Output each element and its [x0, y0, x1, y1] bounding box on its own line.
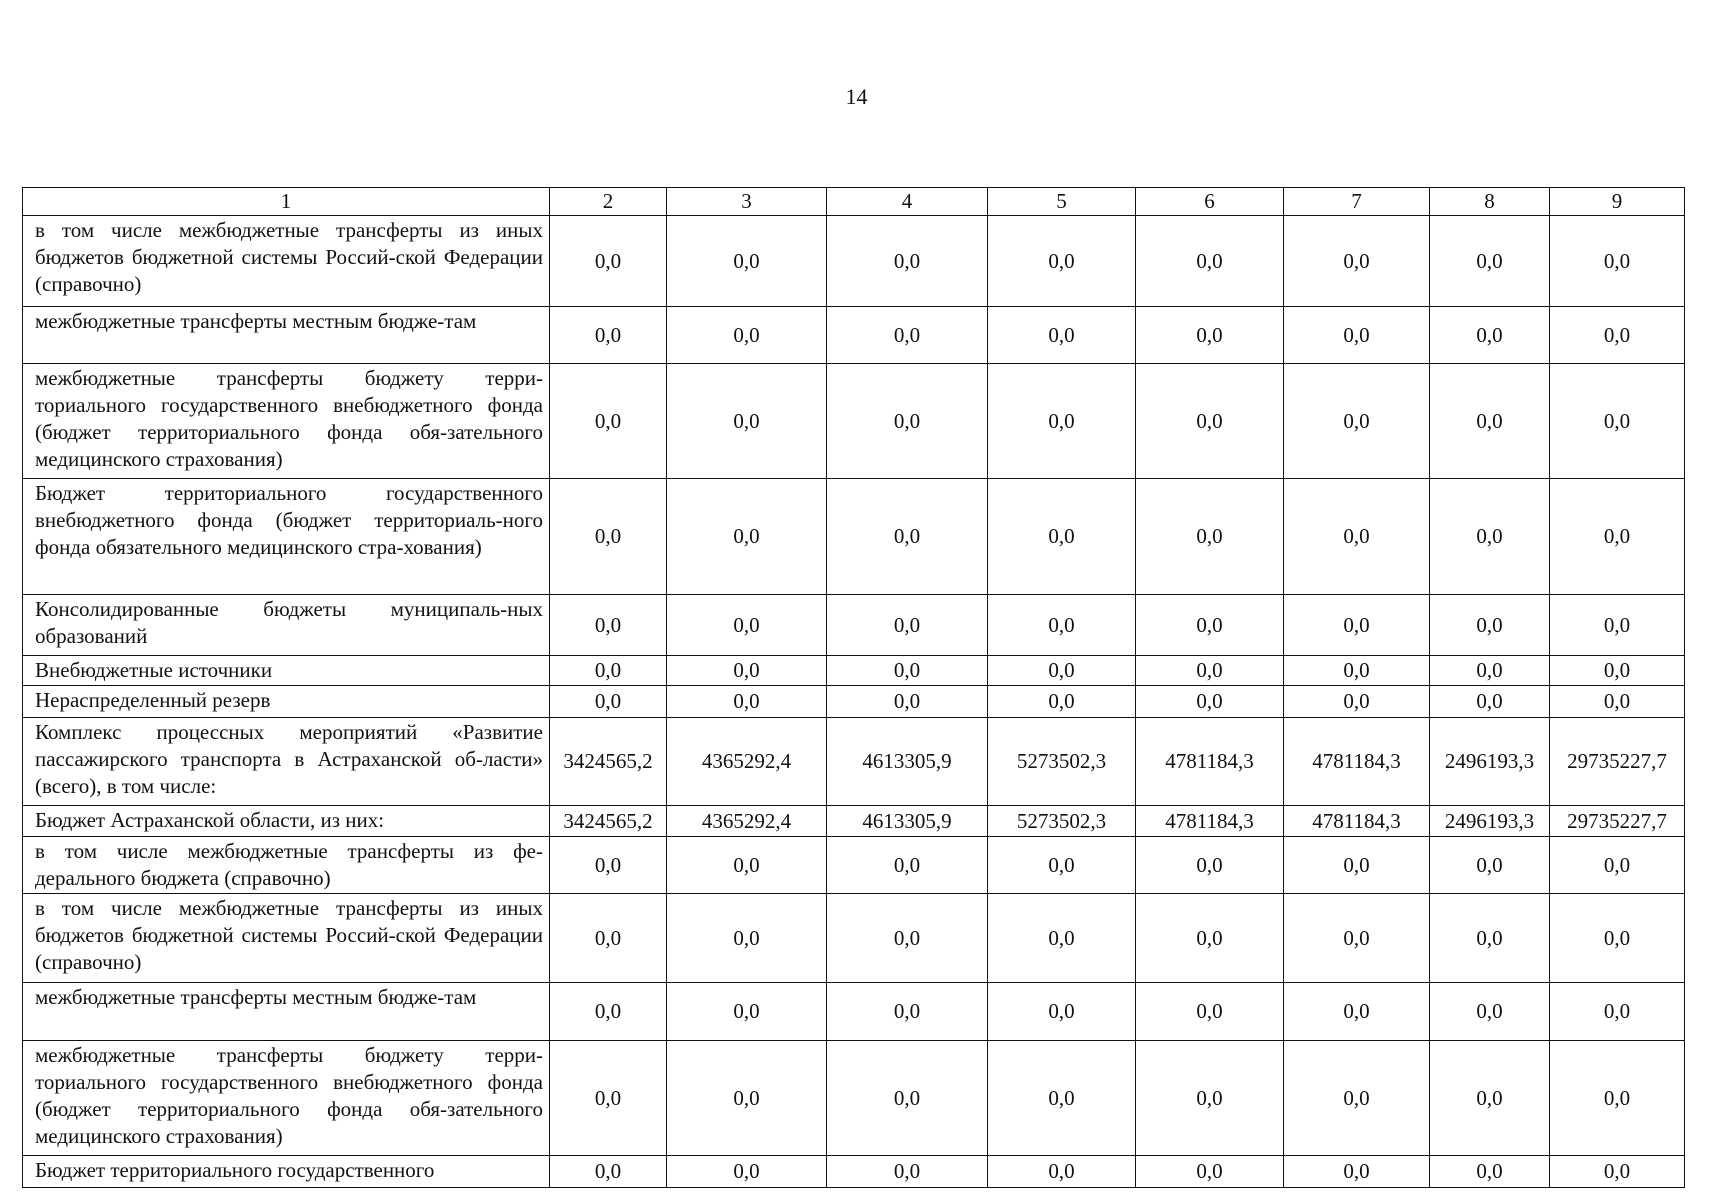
value-cell: 0,0 — [1430, 983, 1550, 1041]
value-cell: 0,0 — [988, 894, 1136, 983]
value-cell: 0,0 — [1136, 894, 1284, 983]
table-row — [23, 983, 1685, 1041]
value-cell: 0,0 — [1550, 595, 1685, 656]
row-label: Бюджет территориального государственного — [23, 1156, 550, 1188]
row-label: в том числе межбюджетные трансферты из фе-дерального бюджета (справочно) — [23, 837, 550, 894]
value-cell: 0,0 — [550, 1041, 667, 1156]
row-label: межбюджетные трансферты местным бюдже-там — [23, 307, 550, 364]
column-header: 5 — [988, 188, 1136, 216]
value-cell: 0,0 — [667, 595, 827, 656]
value-cell: 4781184,3 — [1284, 806, 1430, 837]
row-label: в том числе межбюджетные трансферты из иных бюджетов бюджетной системы Россий-ской Федерации (справочно) — [23, 894, 550, 983]
column-header: 9 — [1550, 188, 1685, 216]
value-cell: 0,0 — [667, 894, 827, 983]
value-cell: 0,0 — [1284, 656, 1430, 686]
table-row — [23, 656, 1685, 686]
value-cell: 4781184,3 — [1284, 718, 1430, 806]
table-row — [23, 216, 1685, 307]
value-cell: 0,0 — [550, 686, 667, 718]
value-cell: 0,0 — [1284, 307, 1430, 364]
row-label: межбюджетные трансферты бюджету терри-ториального государственного внебюджетного фонда (бюджет территориального фонда обя-зательного медицинского страхования) — [23, 1041, 550, 1156]
value-cell: 0,0 — [1550, 364, 1685, 479]
column-header: 7 — [1284, 188, 1430, 216]
value-cell: 0,0 — [667, 983, 827, 1041]
value-cell: 4613305,9 — [827, 718, 988, 806]
value-cell: 0,0 — [1430, 837, 1550, 894]
value-cell: 0,0 — [1284, 983, 1430, 1041]
value-cell: 0,0 — [1136, 686, 1284, 718]
value-cell: 0,0 — [988, 656, 1136, 686]
value-cell: 4781184,3 — [1136, 718, 1284, 806]
value-cell: 0,0 — [1550, 216, 1685, 307]
column-header: 1 — [23, 188, 550, 216]
value-cell: 0,0 — [1430, 216, 1550, 307]
value-cell: 0,0 — [988, 837, 1136, 894]
value-cell: 0,0 — [1430, 686, 1550, 718]
row-label: Внебюджетные источники — [23, 656, 550, 686]
value-cell: 0,0 — [1136, 216, 1284, 307]
row-label: Консолидированные бюджеты муниципаль-ных образований — [23, 595, 550, 656]
value-cell: 0,0 — [827, 656, 988, 686]
value-cell: 0,0 — [1430, 479, 1550, 595]
row-label: Бюджет территориального государственного внебюджетного фонда (бюджет территориаль-ного фонда обязательного медицинского стра-хования) — [23, 479, 550, 595]
column-header: 8 — [1430, 188, 1550, 216]
value-cell: 0,0 — [550, 307, 667, 364]
value-cell: 0,0 — [1284, 686, 1430, 718]
value-cell: 0,0 — [1136, 479, 1284, 595]
value-cell: 0,0 — [550, 595, 667, 656]
value-cell: 0,0 — [1550, 837, 1685, 894]
value-cell: 0,0 — [550, 1156, 667, 1188]
value-cell: 0,0 — [827, 1156, 988, 1188]
table-row — [23, 307, 1685, 364]
value-cell: 0,0 — [1430, 307, 1550, 364]
value-cell: 0,0 — [1550, 894, 1685, 983]
column-header-row — [23, 188, 1685, 216]
value-cell: 4613305,9 — [827, 806, 988, 837]
table-row — [23, 686, 1685, 718]
value-cell: 0,0 — [1136, 307, 1284, 364]
value-cell: 0,0 — [827, 216, 988, 307]
value-cell: 0,0 — [988, 479, 1136, 595]
value-cell: 0,0 — [1550, 1156, 1685, 1188]
value-cell: 0,0 — [1136, 1041, 1284, 1156]
value-cell: 0,0 — [827, 894, 988, 983]
value-cell: 0,0 — [988, 686, 1136, 718]
value-cell: 5273502,3 — [988, 806, 1136, 837]
value-cell: 0,0 — [1550, 1041, 1685, 1156]
table-row — [23, 1156, 1685, 1188]
value-cell: 0,0 — [550, 216, 667, 307]
value-cell: 0,0 — [988, 983, 1136, 1041]
value-cell: 0,0 — [667, 837, 827, 894]
value-cell: 0,0 — [667, 686, 827, 718]
value-cell: 0,0 — [1550, 656, 1685, 686]
value-cell: 29735227,7 — [1550, 718, 1685, 806]
value-cell: 0,0 — [1284, 1156, 1430, 1188]
row-label: в том числе межбюджетные трансферты из иных бюджетов бюджетной системы Россий-ской Федерации (справочно) — [23, 216, 550, 307]
value-cell: 0,0 — [1430, 894, 1550, 983]
value-cell: 3424565,2 — [550, 718, 667, 806]
value-cell: 0,0 — [667, 307, 827, 364]
value-cell: 0,0 — [550, 894, 667, 983]
value-cell: 0,0 — [827, 364, 988, 479]
value-cell: 0,0 — [1136, 595, 1284, 656]
value-cell: 0,0 — [988, 1041, 1136, 1156]
value-cell: 0,0 — [1430, 364, 1550, 479]
value-cell: 4365292,4 — [667, 718, 827, 806]
value-cell: 0,0 — [1550, 983, 1685, 1041]
value-cell: 0,0 — [550, 479, 667, 595]
value-cell: 0,0 — [667, 1156, 827, 1188]
value-cell: 0,0 — [1430, 1041, 1550, 1156]
table-row — [23, 894, 1685, 983]
value-cell: 2496193,3 — [1430, 806, 1550, 837]
value-cell: 0,0 — [1550, 479, 1685, 595]
value-cell: 29735227,7 — [1550, 806, 1685, 837]
value-cell: 0,0 — [827, 1041, 988, 1156]
column-header: 4 — [827, 188, 988, 216]
value-cell: 2496193,3 — [1430, 718, 1550, 806]
row-label: межбюджетные трансферты местным бюдже-там — [23, 983, 550, 1041]
table-row — [23, 479, 1685, 595]
value-cell: 0,0 — [1284, 894, 1430, 983]
column-header: 2 — [550, 188, 667, 216]
value-cell: 3424565,2 — [550, 806, 667, 837]
value-cell: 0,0 — [827, 983, 988, 1041]
value-cell: 0,0 — [1136, 364, 1284, 479]
value-cell: 0,0 — [667, 1041, 827, 1156]
budget-table — [22, 187, 1685, 1188]
value-cell: 0,0 — [1430, 595, 1550, 656]
row-label: Комплекс процессных мероприятий «Развитие пассажирского транспорта в Астраханской об-ласти» (всего), в том числе: — [23, 718, 550, 806]
value-cell: 0,0 — [1284, 479, 1430, 595]
row-label: Бюджет Астраханской области, из них: — [23, 806, 550, 837]
column-header: 6 — [1136, 188, 1284, 216]
value-cell: 0,0 — [667, 479, 827, 595]
table-row — [23, 806, 1685, 837]
table-row — [23, 718, 1685, 806]
value-cell: 0,0 — [827, 837, 988, 894]
value-cell: 0,0 — [827, 307, 988, 364]
value-cell: 0,0 — [827, 595, 988, 656]
table-row — [23, 1041, 1685, 1156]
value-cell: 0,0 — [550, 983, 667, 1041]
value-cell: 0,0 — [1136, 1156, 1284, 1188]
value-cell: 0,0 — [1550, 686, 1685, 718]
row-label: Нераспределенный резерв — [23, 686, 550, 718]
value-cell: 0,0 — [1550, 307, 1685, 364]
row-label: межбюджетные трансферты бюджету терри-ториального государственного внебюджетного фонда (бюджет территориального фонда обя-зательного медицинского страхования) — [23, 364, 550, 479]
value-cell: 0,0 — [1136, 983, 1284, 1041]
value-cell: 0,0 — [1284, 216, 1430, 307]
page-number: 14 — [845, 84, 868, 109]
value-cell: 0,0 — [1284, 364, 1430, 479]
value-cell: 0,0 — [827, 686, 988, 718]
value-cell: 0,0 — [550, 656, 667, 686]
value-cell: 0,0 — [988, 307, 1136, 364]
value-cell: 0,0 — [1284, 837, 1430, 894]
value-cell: 0,0 — [988, 364, 1136, 479]
value-cell: 0,0 — [1430, 656, 1550, 686]
value-cell: 4781184,3 — [1136, 806, 1284, 837]
value-cell: 0,0 — [550, 837, 667, 894]
value-cell: 0,0 — [988, 216, 1136, 307]
table-row — [23, 837, 1685, 894]
value-cell: 4365292,4 — [667, 806, 827, 837]
value-cell: 0,0 — [988, 595, 1136, 656]
value-cell: 0,0 — [1136, 837, 1284, 894]
value-cell: 0,0 — [1430, 1156, 1550, 1188]
value-cell: 5273502,3 — [988, 718, 1136, 806]
value-cell: 0,0 — [1284, 595, 1430, 656]
table-row — [23, 364, 1685, 479]
value-cell: 0,0 — [1284, 1041, 1430, 1156]
value-cell: 0,0 — [667, 364, 827, 479]
column-header: 3 — [667, 188, 827, 216]
value-cell: 0,0 — [667, 216, 827, 307]
value-cell: 0,0 — [1136, 656, 1284, 686]
value-cell: 0,0 — [827, 479, 988, 595]
value-cell: 0,0 — [550, 364, 667, 479]
table-row — [23, 595, 1685, 656]
value-cell: 0,0 — [667, 656, 827, 686]
value-cell: 0,0 — [988, 1156, 1136, 1188]
